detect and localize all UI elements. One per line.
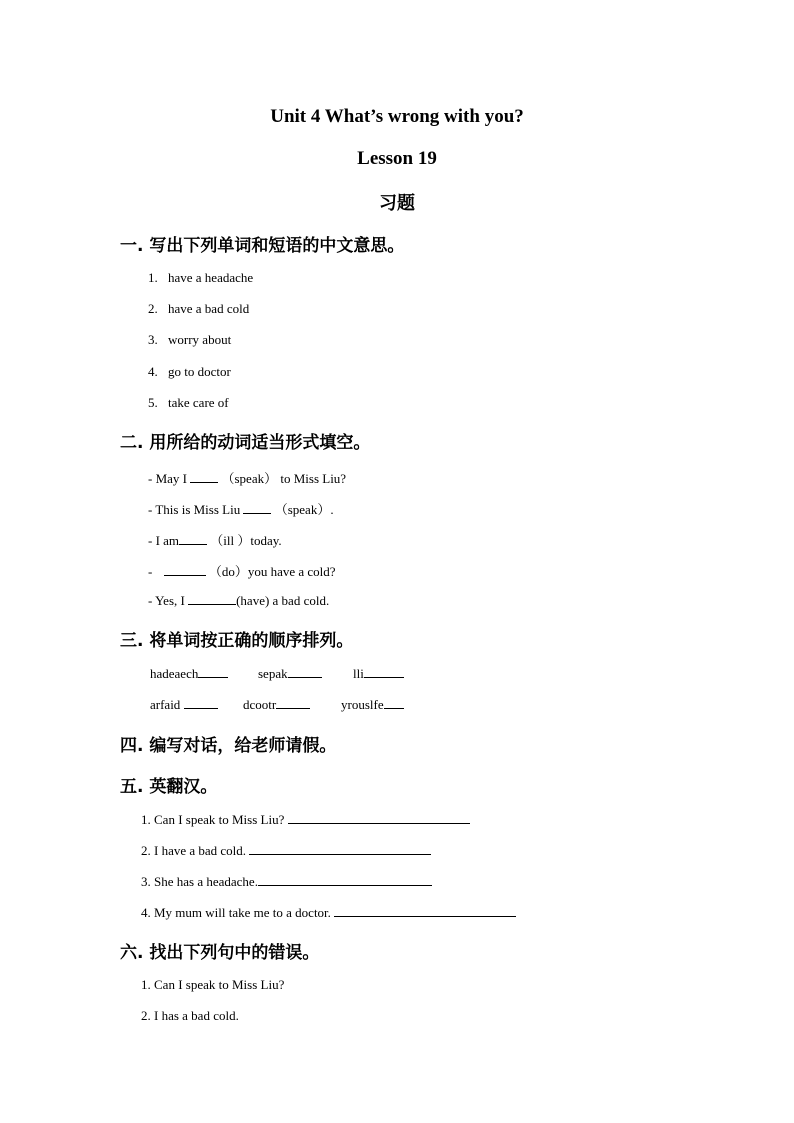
fill-blank-item — [148, 530, 282, 549]
translation-item — [141, 842, 431, 859]
scrambled-word — [258, 665, 322, 682]
answer-blank[interactable] — [288, 665, 322, 678]
item-text: go to doctor — [168, 364, 231, 379]
fill-blank-item — [148, 592, 329, 609]
scrambled-word — [150, 665, 228, 682]
sentence-end: （do）you have a cold? — [205, 564, 336, 579]
word-text: arfaid — [150, 697, 181, 712]
section-1-heading: 一. 写出下列单词和短语的中文意思。 — [120, 236, 405, 256]
sentence-end: （speak） to Miss Liu? — [218, 471, 347, 486]
sentence-text: 1. Can I speak to Miss Liu? — [141, 812, 285, 827]
sentence-text: 4. My mum will take me to a doctor. — [141, 905, 331, 920]
sentence-start: - — [148, 564, 156, 579]
scrambled-word — [353, 665, 404, 682]
word-text: dcootr — [243, 697, 277, 712]
sentence-end: （speak）. — [271, 502, 334, 517]
list-item — [148, 364, 231, 380]
sentence-end: （ill ）today. — [207, 533, 282, 548]
scrambled-word — [150, 696, 218, 713]
answer-line[interactable] — [249, 842, 431, 855]
section-2-heading: 二. 用所给的动词适当形式填空。 — [120, 433, 371, 453]
item-number: 1. — [148, 270, 158, 285]
item-number: 2. — [148, 301, 158, 316]
answer-line[interactable] — [334, 904, 516, 917]
list-item — [148, 270, 253, 286]
item-number: 4. — [148, 364, 158, 379]
sentence-start: - Yes, I — [148, 593, 189, 608]
translation-item — [141, 811, 470, 828]
sentence-end: (have) a bad cold. — [236, 593, 330, 608]
list-item — [148, 301, 249, 317]
sentence-text: 3. She has a headache. — [141, 874, 258, 889]
word-text: sepak — [258, 666, 288, 681]
answer-blank[interactable] — [164, 563, 206, 576]
answer-blank[interactable] — [198, 665, 228, 678]
sentence-start: - This is Miss Liu — [148, 502, 244, 517]
item-text: have a headache — [168, 270, 254, 285]
fill-blank-item — [148, 468, 346, 487]
sentence-start: - May I — [148, 471, 191, 486]
item-text: take care of — [168, 395, 229, 410]
section-4-heading: 四. 编写对话，给老师请假。 — [120, 736, 337, 756]
word-text: yrouslfe — [341, 697, 384, 712]
item-text: worry about — [168, 332, 232, 347]
error-item: 2. I has a bad cold. — [141, 1008, 239, 1023]
item-number: 3. — [148, 332, 158, 347]
section-5-heading: 五. 英翻汉。 — [120, 777, 218, 797]
sentence-text: 2. I have a bad cold. — [141, 843, 247, 858]
answer-line[interactable] — [288, 811, 470, 824]
exercise-subtitle: 习题 — [379, 193, 415, 214]
error-item: 1. Can I speak to Miss Liu? — [141, 977, 285, 992]
answer-blank[interactable] — [184, 696, 218, 709]
list-item — [148, 332, 231, 348]
lesson-title: Lesson 19 — [357, 148, 437, 169]
answer-line[interactable] — [258, 873, 432, 886]
answer-blank[interactable] — [243, 501, 271, 514]
translation-item — [141, 904, 516, 921]
answer-blank[interactable] — [190, 470, 218, 483]
answer-blank[interactable] — [384, 696, 404, 709]
translation-item — [141, 873, 432, 890]
section-6-heading: 六. 找出下列句中的错误。 — [120, 943, 320, 963]
item-number: 5. — [148, 395, 158, 410]
item-text: have a bad cold — [168, 301, 250, 316]
answer-blank[interactable] — [179, 532, 207, 545]
answer-blank[interactable] — [364, 665, 404, 678]
answer-blank[interactable] — [188, 592, 236, 605]
list-item — [148, 395, 229, 411]
sentence-start: - I am — [148, 533, 180, 548]
scrambled-word — [341, 696, 404, 713]
fill-blank-item — [148, 499, 334, 518]
section-3-heading: 三. 将单词按正确的顺序排列。 — [120, 631, 354, 651]
unit-title: Unit 4 What’s wrong with you? — [270, 106, 524, 127]
word-text: hadeaech — [150, 666, 199, 681]
answer-blank[interactable] — [276, 696, 310, 709]
scrambled-word — [243, 696, 310, 713]
fill-blank-item — [148, 561, 336, 580]
word-text: lli — [353, 666, 364, 681]
